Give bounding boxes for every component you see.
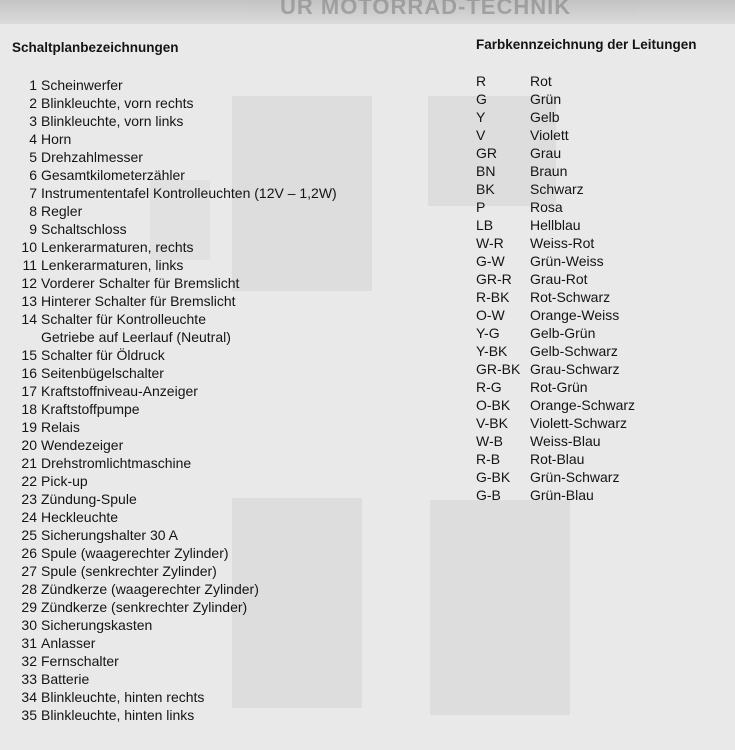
legend-item-name: Drehzahlmesser <box>41 149 143 165</box>
legend-item <box>10 76 337 94</box>
color-name: Orange-Schwarz <box>530 397 636 413</box>
color-item <box>476 72 635 90</box>
legend-item <box>10 328 337 346</box>
color-code: BN <box>476 163 496 179</box>
color-item <box>476 378 635 396</box>
color-name: Orange-Weiss <box>530 307 620 323</box>
legend-item-name: Lenkerarmaturen, links <box>41 257 184 273</box>
color-name: Rosa <box>530 199 563 215</box>
legend-item <box>10 580 337 598</box>
legend-item-name: Spule (senkrechter Zylinder) <box>41 563 217 579</box>
legend-item-number: 21 <box>21 455 37 471</box>
legend-item <box>10 688 337 706</box>
legend-item-name: Blinkleuchte, hinten rechts <box>41 689 205 705</box>
color-item <box>476 180 635 198</box>
legend-item <box>10 94 337 112</box>
legend-item <box>10 274 337 292</box>
color-code: R-B <box>476 451 501 467</box>
legend-item-number: 9 <box>29 221 37 237</box>
color-item <box>476 126 635 144</box>
legend-item-name: Scheinwerfer <box>41 77 123 93</box>
color-item <box>476 216 635 234</box>
color-item <box>476 486 635 504</box>
legend-item-number: 31 <box>21 635 37 651</box>
legend-item-name: Zündkerze (senkrechter Zylinder) <box>41 599 248 615</box>
legend-item <box>10 544 337 562</box>
legend-item-name: Sicherungshalter 30 A <box>41 527 178 543</box>
legend-item-number: 15 <box>21 347 37 363</box>
color-item <box>476 288 635 306</box>
color-code: W-R <box>476 235 504 251</box>
legend-item-number: 7 <box>29 185 37 201</box>
header-bleed-text: UR MOTORRAD-TECHNIK <box>280 0 572 19</box>
color-item <box>476 144 635 162</box>
legend-item <box>10 112 337 130</box>
legend-item-number: 29 <box>21 599 37 615</box>
legend-item-number: 19 <box>21 419 37 435</box>
legend-item-name: Batterie <box>41 671 90 687</box>
legend-item-number: 28 <box>21 581 37 597</box>
color-name: Grün-Weiss <box>530 253 604 269</box>
color-code: Y-BK <box>476 343 508 359</box>
color-item <box>476 162 635 180</box>
color-code: GR <box>476 145 497 161</box>
legend-item <box>10 256 337 274</box>
color-name: Braun <box>530 163 568 179</box>
color-code: R <box>476 73 487 89</box>
color-name: Weiss-Rot <box>530 235 595 251</box>
color-code: BK <box>476 181 495 197</box>
color-item <box>476 432 635 450</box>
color-item <box>476 324 635 342</box>
legend-item-number: 22 <box>21 473 37 489</box>
legend-item-number: 14 <box>21 311 37 327</box>
color-item <box>476 360 635 378</box>
color-name: Grün-Schwarz <box>530 469 620 485</box>
color-item <box>476 234 635 252</box>
color-name: Gelb-Grün <box>530 325 596 341</box>
legend-item <box>10 238 337 256</box>
legend-item-name: Gesamtkilometerzähler <box>41 167 185 183</box>
legend-item-name: Zündung-Spule <box>41 491 137 507</box>
legend-item-name: Zündkerze (waagerechter Zylinder) <box>41 581 259 597</box>
legend-item-name: Sicherungskasten <box>41 617 153 633</box>
legend-item <box>10 292 337 310</box>
color-name: Schwarz <box>530 181 584 197</box>
color-item <box>476 468 635 486</box>
color-code: Y-G <box>476 325 500 341</box>
legend-item <box>10 472 337 490</box>
legend-item <box>10 436 337 454</box>
legend-item-name: Kraftstoffniveau-Anzeiger <box>41 383 198 399</box>
legend-item-number: 26 <box>21 545 37 561</box>
legend-item <box>10 220 337 238</box>
color-code: G-W <box>476 253 505 269</box>
legend-item-name: Relais <box>41 419 80 435</box>
color-code: V <box>476 127 486 143</box>
legend-item-number: 20 <box>21 437 37 453</box>
color-name: Gelb <box>530 109 560 125</box>
legend-item-name: Heckleuchte <box>41 509 119 525</box>
color-name: Grau <box>530 145 562 161</box>
color-code: G-BK <box>476 469 511 485</box>
legend-item-name: Pick-up <box>41 473 88 489</box>
legend-item-number: 13 <box>21 293 37 309</box>
color-name: Gelb-Schwarz <box>530 343 618 359</box>
color-name: Weiss-Blau <box>530 433 601 449</box>
legend-item-name: Drehstromlichtmaschine <box>41 455 192 471</box>
color-code: G-B <box>476 487 501 503</box>
legend-item <box>10 148 337 166</box>
legend-item-name: Fernschalter <box>41 653 119 669</box>
color-name: Grau-Rot <box>530 271 588 287</box>
color-item <box>476 270 635 288</box>
legend-item <box>10 526 337 544</box>
legend-item-name: Blinkleuchte, vorn links <box>41 113 184 129</box>
legend-item-number: 33 <box>21 671 37 687</box>
color-code: P <box>476 199 486 215</box>
color-name: Rot <box>530 73 552 89</box>
color-name: Violett-Schwarz <box>530 415 628 431</box>
color-item <box>476 306 635 324</box>
legend-item-name: Schaltschloss <box>41 221 127 237</box>
legend-item-name: Blinkleuchte, vorn rechts <box>41 95 194 111</box>
wiring-legend-title: Schaltplanbezeichnungen <box>12 40 179 55</box>
color-code: O-W <box>476 307 505 323</box>
legend-item-number: 8 <box>29 203 37 219</box>
legend-item-number: 2 <box>29 95 37 111</box>
legend-item <box>10 346 337 364</box>
legend-item-number: 23 <box>21 491 37 507</box>
legend-item-number: 35 <box>21 707 37 723</box>
legend-item <box>10 364 337 382</box>
color-code: R-BK <box>476 289 510 305</box>
legend-item-number: 12 <box>21 275 37 291</box>
color-item <box>476 342 635 360</box>
color-code: G <box>476 91 487 107</box>
color-code: O-BK <box>476 397 511 413</box>
legend-item-number: 24 <box>21 509 37 525</box>
legend-item-name: Wendezeiger <box>41 437 124 453</box>
legend-item-number: 5 <box>29 149 37 165</box>
legend-item-name: Instrumententafel Kontrolleuchten (12V – 1,2W) <box>41 185 337 201</box>
legend-item <box>10 454 337 472</box>
legend-item-name: Seitenbügelschalter <box>41 365 164 381</box>
color-name: Rot-Grün <box>530 379 588 395</box>
color-name: Grau-Schwarz <box>530 361 620 377</box>
legend-item <box>10 562 337 580</box>
legend-item-number: 27 <box>21 563 37 579</box>
color-code: R-G <box>476 379 502 395</box>
legend-item-name: Kraftstoffpumpe <box>41 401 140 417</box>
color-name: Hellblau <box>530 217 581 233</box>
legend-item <box>10 652 337 670</box>
legend-item-name: Hinterer Schalter für Bremslicht <box>41 293 236 309</box>
wiring-legend-list <box>10 76 337 724</box>
wire-colors-list <box>476 72 635 504</box>
color-name: Grün-Blau <box>530 487 594 503</box>
color-item <box>476 396 635 414</box>
legend-item <box>10 508 337 526</box>
legend-item-number: 32 <box>21 653 37 669</box>
legend-item-number: 6 <box>29 167 37 183</box>
wire-colors-title: Farbkennzeichnung der Leitungen <box>476 37 697 52</box>
legend-item <box>10 670 337 688</box>
color-name: Violett <box>530 127 569 143</box>
color-code: W-B <box>476 433 503 449</box>
legend-item-name: Vorderer Schalter für Bremslicht <box>41 275 240 291</box>
legend-item-number <box>10 328 37 346</box>
legend-item <box>10 490 337 508</box>
page-header-band <box>0 0 735 24</box>
legend-item <box>10 634 337 652</box>
legend-item-number: 18 <box>21 401 37 417</box>
legend-item <box>10 418 337 436</box>
legend-item <box>10 184 337 202</box>
legend-item-name: Anlasser <box>41 635 96 651</box>
color-name: Grün <box>530 91 562 107</box>
color-code: Y <box>476 109 486 125</box>
legend-item-name: Spule (waagerechter Zylinder) <box>41 545 229 561</box>
legend-item <box>10 130 337 148</box>
color-item <box>476 108 635 126</box>
legend-item-name: Regler <box>41 203 83 219</box>
color-item <box>476 414 635 432</box>
legend-item-number: 34 <box>21 689 37 705</box>
legend-item-number: 1 <box>29 77 37 93</box>
legend-item <box>10 616 337 634</box>
color-item <box>476 198 635 216</box>
color-item <box>476 252 635 270</box>
color-code: GR-R <box>476 271 512 287</box>
legend-item <box>10 706 337 724</box>
legend-item-number: 4 <box>29 131 37 147</box>
legend-item <box>10 166 337 184</box>
color-item <box>476 450 635 468</box>
legend-item-name: Schalter für Öldruck <box>41 347 165 363</box>
color-name: Rot-Blau <box>530 451 585 467</box>
legend-item-number: 16 <box>21 365 37 381</box>
legend-item-name: Getriebe auf Leerlauf (Neutral) <box>41 329 231 345</box>
legend-item <box>10 310 337 328</box>
bleed-through-shape <box>430 500 570 715</box>
legend-item <box>10 400 337 418</box>
legend-item-number: 3 <box>29 113 37 129</box>
legend-item <box>10 382 337 400</box>
color-item <box>476 90 635 108</box>
legend-item <box>10 598 337 616</box>
legend-item-number: 30 <box>21 617 37 633</box>
legend-item-name: Blinkleuchte, hinten links <box>41 707 195 723</box>
legend-item-number: 17 <box>21 383 37 399</box>
legend-item-number: 10 <box>21 239 37 255</box>
color-name: Rot-Schwarz <box>530 289 611 305</box>
legend-item-name: Horn <box>41 131 72 147</box>
color-code: V-BK <box>476 415 508 431</box>
legend-item-number: 25 <box>21 527 37 543</box>
color-code: GR-BK <box>476 361 521 377</box>
legend-item <box>10 202 337 220</box>
legend-item-number: 11 <box>22 257 37 273</box>
legend-item-name: Lenkerarmaturen, rechts <box>41 239 194 255</box>
color-code: LB <box>476 217 494 233</box>
legend-item-name: Schalter für Kontrolleuchte <box>41 311 206 327</box>
